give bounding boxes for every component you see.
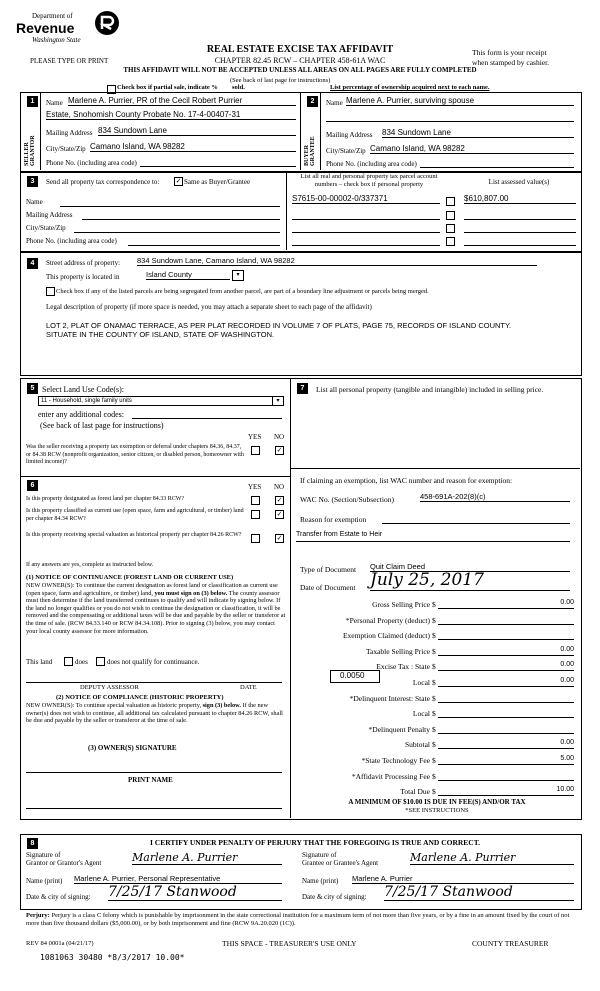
s4-street-label: Street address of property: [46,259,121,267]
calc-row-dollar: $ [432,787,436,797]
land-use-dropdown-icon[interactable]: ▾ [272,396,284,406]
calc-row-dollar: $ [432,724,436,734]
notice1-body [26,582,288,635]
forest-question: Is this property designated as forest land per chapter 84.33 RCW? [26,496,185,502]
calc-row-dollar: $ [432,600,436,609]
calc-row-label: Subtotal [404,740,430,750]
s1-mailing-label: Mailing Address [46,129,93,137]
calc-row-value[interactable]: 0.00 [438,599,574,609]
calc-row-dollar: $ [432,693,436,703]
calc-row-value[interactable] [438,724,574,734]
s2-mailing-label: Mailing Address [326,131,373,139]
section-2-number: 2 [307,96,318,107]
please-type: PLEASE TYPE OR PRINT [30,57,109,65]
notice2-body [26,702,288,725]
doc-type-label: Type of Document [300,565,357,574]
calc-row-dollar: $ [432,756,436,765]
current-use-no-checkbox[interactable]: ✓ [276,510,283,518]
receipt-line1: This form is your receipt [472,48,547,57]
treasurer-use: THIS SPACE - TREASURER'S USE ONLY [222,939,357,948]
wac-label: WAC No. (Section/Subsection) [300,495,394,504]
grantor-sig-label-a: Signature of [26,851,61,859]
historic-question: Is this property receiving special valuation as historical property per chapter 84.26 RCW? [26,532,242,538]
dept-line1: Department of [32,12,73,20]
dept-line3: Washington State [32,36,81,44]
exemption-question: Was the seller receiving a property tax exemption or deferral under chapters 84.36, 84.37, or 84.38 RCW (nonprofit organization, senior citizen, or disabled person, homeowner with limited income)? [26,444,244,465]
calc-row-dollar: $ [432,662,436,672]
seller-city-input[interactable]: Camano Island, WA 98282 [90,142,296,152]
section-3-number: 3 [27,176,38,187]
this-land-label: This land [26,658,53,666]
section-8-number: 8 [27,838,38,849]
notice2-title: (2) NOTICE OF COMPLIANCE (HISTORIC PROPERTY) [56,694,224,701]
perjury-label: Perjury: [26,912,50,919]
buyer-name-input[interactable]: Marlene A. Purrier, surviving spouse [346,96,574,106]
s1-city-label: City/State/Zip [46,145,86,153]
exemption-claim-label: If claiming an exemption, list WAC number and reason for exemption: [300,476,513,485]
print-name-label: PRINT NAME [128,776,173,784]
s2-city-label: City/State/Zip [326,147,366,155]
historic-yes-checkbox[interactable] [251,534,260,543]
calc-row-value[interactable] [438,630,574,640]
grantor-date-city[interactable]: 7/25/17 Stanwood [108,884,282,901]
calc-row-value[interactable] [438,771,574,781]
s3-mailing-label: Mailing Address [26,211,73,219]
calc-row-value[interactable]: 0.00 [438,661,574,671]
seller-name-input-2[interactable]: Estate, Snohomish County Probate No. 17-4-00407-31 [46,110,296,120]
s5-see-back: (See back of last page for instructions) [40,421,164,430]
calc-row-value[interactable] [438,615,574,625]
exemption-yes-checkbox[interactable] [251,446,260,455]
list-pct-label: List percentage of ownership acquired next to each name. [330,84,490,91]
calc-row-label: *Delinquent Penalty [368,724,430,734]
section-4-number: 4 [27,258,38,269]
wac-input[interactable]: 458-691A-202(8)(c) [420,492,570,502]
calc-row-label: *Personal Property (deduct) [345,615,430,625]
sold-label: sold. [232,84,245,91]
segregated-checkbox[interactable] [46,287,55,296]
current-use-question: Is this property classified as current use (open space, farm and agricultural, or timber) land per chapter 84.34 RCW? [26,508,244,522]
see-instructions: *SEE INSTRUCTIONS [405,807,469,814]
legal-desc-text[interactable]: LOT 2, PLAT OF ONAMAC TERRACE, AS PER PLAT RECORDED IN VOLUME 7 OF PLATS, PAGE 75, RECORDS OF ISLAND COUNTY. SITUATE IN THE COUNTY OF ISLAND, STATE OF WASHINGTON. [46,321,512,339]
calc-row-label: *State Technology Fee [361,756,430,765]
s3-city-label: City/State/Zip [26,224,66,232]
buyer-grantee-label: BUYER GRANTEE [304,136,316,166]
section-1-number: 1 [27,96,38,107]
personal-prop-checkbox-3[interactable] [446,224,455,233]
doc-type-input[interactable]: Quit Claim Deed [370,562,570,572]
s3-same-as-label: Same as Buyer/Grantee [184,178,251,186]
reason-label: Reason for exemption [300,515,367,524]
personal-prop-checkbox-2[interactable] [446,211,455,220]
seller-mailing-input[interactable]: 834 Sundown Lane [98,126,296,136]
s5-no: NO [274,433,285,441]
calc-row-value[interactable]: 5.00 [438,755,574,765]
grantee-date-city[interactable]: 7/25/17 Stanwood [384,884,574,901]
does-label: does [75,658,88,666]
assessed-input-1[interactable]: $610,807.00 [464,194,576,204]
county-dropdown-icon[interactable]: ▾ [232,270,244,281]
grantee-sig-label-a: Signature of [302,851,337,859]
calc-row-dollar: $ [432,678,436,687]
grantor-name-print[interactable]: Marlene A. Purrier, Personal Representative [74,874,282,884]
notice2-body-b: If the new owner(s) does not wish to continue, all additional tax calculated pursuant to chapter 84.26 RCW, shall be due and payable by the seller or transferor at the time of sale. [26,702,283,725]
doc-date-input[interactable]: July 25, 2017 [370,570,570,591]
grantor-name-print-label: Name (print) [26,877,63,885]
calc-row-value[interactable]: 0.00 [438,646,574,656]
calc-row-label: Total Due [400,787,430,797]
calc-row-dollar: $ [432,771,436,781]
personal-property-label: List all personal property (tangible and intangible) included in selling price. [316,385,544,394]
if-yes-label: If any answers are yes, complete as instructed below. [26,562,154,568]
same-as-buyer-checkbox[interactable]: ✓ [175,177,182,185]
current-use-yes-checkbox[interactable] [251,510,260,519]
calc-row-label: *Delinquent Interest: State [349,693,430,703]
seller-name-input[interactable]: Marlene A. Purrier, PR of the Cecil Robert Purrier [68,96,296,106]
s4-located-label: This property is located in [46,273,120,281]
grantee-name-print-label: Name (print) [302,877,339,885]
property-street-input[interactable]: 834 Sundown Lane, Camano Island, WA 98282 [137,256,537,266]
section-4-box [20,252,582,376]
minimum-due: A MINIMUM OF $10.00 IS DUE IN FEE(S) AND/OR TAX [348,798,526,806]
doc-date-label: Date of Document [300,583,356,592]
perjury-text: Perjury is a class C felony which is punishable by imprisonment in the state correctional institution for a maximum term of not more than five years, or by a fine in an amount fixed by the court of not more than five thousand dollars ($5,000.00), or by both imprisonment and fine (RCW 9A.20.020 (1C)). [26,912,570,927]
calc-row-dollar: $ [432,631,436,641]
section-6-number: 6 [27,480,38,491]
calc-row-value[interactable]: 10.00 [438,786,574,796]
segregated-text: Check box if any of the listed parcels are being segregated from another parcel, are part of a boundary line adjustment or parcels being merged. [56,288,429,295]
print-name-line[interactable] [26,808,282,809]
land-use-label: Select Land Use Code(s): [42,385,124,394]
county-select[interactable]: Island County [146,270,230,280]
grantor-agent-label: Grantor or Grantor's Agent [26,859,102,867]
deputy-assessor-label: DEPUTY ASSESSOR [80,684,139,691]
legal-desc-label: Legal description of property (if more space is needed, you may attach a separate sheet to each page of the affidavit) [46,303,372,311]
forest-yes-checkbox[interactable] [251,496,260,505]
calc-row-label: Local [412,709,430,719]
calc-row-value[interactable] [438,708,574,718]
s5-yes: YES [248,433,262,441]
calc-row-label: Gross Selling Price [372,600,430,609]
partial-sale-label: Check box if partial sale, indicate % [117,84,218,91]
personal-prop-checkbox-1[interactable] [446,197,455,206]
s2-name-label: Name [326,99,343,107]
s6-yes: YES [248,483,262,491]
s1-name-label: Name [46,99,63,107]
calc-row-dollar: $ [432,615,436,625]
revenue-logo [10,12,120,48]
notice1-bold: you must sign on (3) below. [154,589,228,597]
grantee-agent-label: Grantee or Grantee's Agent [302,859,379,867]
revenue-r-icon [94,10,120,36]
calc-row-dollar: $ [432,646,436,656]
form-chapter: CHAPTER 82.45 RCW – CHAPTER 458-61A WAC [214,56,386,65]
calc-row-dollar: $ [432,740,436,750]
notice1-title: (1) NOTICE OF CONTINUANCE (FOREST LAND OR CURRENT USE) [26,574,234,581]
grantee-signature[interactable]: Marlene A. Purrier [410,851,574,865]
does-checkbox[interactable] [64,657,73,666]
s3-name-label: Name [26,198,43,206]
receipt-line2: when stamped by cashier. [472,58,550,67]
calc-row-value[interactable]: 0.00 [438,739,574,749]
s1-phone-label: Phone No. (including area code) [46,159,137,167]
seller-grantor-label: SELLER GRANTOR [24,135,36,166]
s2-phone-label: Phone No. (including area code) [326,160,417,168]
forest-no-checkbox[interactable]: ✓ [276,496,283,504]
notice2-bold: sign (3) below. [202,702,241,709]
certify-text: I CERTIFY UNDER PENALTY OF PERJURY THAT THE FOREGOING IS TRUE AND CORRECT. [150,838,481,847]
s3-send-label: Send all property tax correspondence to: [46,178,160,186]
calc-row-label: Local [412,678,430,687]
calc-row-label: Exemption Claimed (deduct) [342,631,430,641]
local-rate-value[interactable]: 0.0050 [340,671,365,680]
notice2-body-a: NEW OWNER(S): To continue special valuation as historic property, [26,702,202,709]
perjury-notice [26,912,578,928]
assessed-header: List assessed value(s) [488,178,550,186]
deputy-date-label: DATE [240,684,257,691]
grantor-date-city-label: Date & city of signing: [26,893,91,901]
dept-line2: Revenue [16,20,75,36]
rev-number: REV 84 0001a (04/21/17) [26,940,94,947]
form-warning: THIS AFFIDAVIT WILL NOT BE ACCEPTED UNLESS ALL AREAS ON ALL PAGES ARE FULLY COMPLETED [123,66,477,74]
calc-row-dollar: $ [432,709,436,719]
section-7-number: 7 [297,383,308,394]
calc-row-label: Excise Tax : State [376,662,430,672]
calc-row-label: *Affidavit Processing Fee [351,771,430,781]
land-use-select[interactable]: 11 - Household, single family units [38,396,282,406]
see-back-header: (See back of last page for instructions) [230,77,331,84]
historic-no-checkbox[interactable]: ✓ [276,534,283,542]
notice1-body-a: NEW OWNER(S): To continue the current designation as forest land or classification as current use (open space, farm and agriculture, or timber) land, [26,582,278,597]
s6-no: NO [274,483,285,491]
personal-prop-checkbox-4[interactable] [446,237,455,246]
buyer-city-input[interactable]: Camano Island, WA 98282 [370,144,574,154]
recording-stamp: 1081063 30480 *8/3/2017 10.00* [40,953,185,962]
calc-row-value[interactable] [438,693,574,703]
reason-input[interactable]: Transfer from Estate to Heir [296,531,383,538]
grantor-signature[interactable]: Marlene A. Purrier [132,851,282,865]
additional-codes-label: enter any additional codes: [38,410,124,419]
calc-row-value[interactable]: 0.00 [438,677,574,687]
section-5-number: 5 [27,383,38,394]
calc-row-label: Taxable Selling Price [365,646,430,656]
notice1-body-b: The county assessor must then determine if the land transferred continues to qualify and will indicate by signing below. If the land no longer qualifies or you do not wish to continue the designation or classification, it will be removed and the compensating or additional taxes will be due and payable by the seller or transferor at the time of sale. (RCW 84.33.140 or RCW 84.34.108). Prior to signing (3) below, you may contact your local county assessor for more information. [26,589,286,635]
does-not-label: does not qualify for continuance. [107,658,200,666]
s3-phone-label: Phone No. (including area code) [26,237,117,245]
owner-signature-label: (3) OWNER(S) SIGNATURE [88,744,177,752]
grantee-name-print[interactable]: Marlene A. Purrier [352,874,574,884]
grantee-date-city-label: Date & city of signing: [302,893,367,901]
form-title: REAL ESTATE EXCISE TAX AFFIDAVIT [206,44,394,55]
buyer-mailing-input[interactable]: 834 Sundown Lane [382,128,574,138]
exemption-no-checkbox[interactable]: ✓ [276,446,283,454]
does-not-checkbox[interactable] [96,657,105,666]
owner-signature-line[interactable] [26,772,282,773]
county-treasurer: COUNTY TREASURER [472,939,549,948]
parcel-header: List all real and personal property tax parcel account numbers – check box if personal property [300,173,438,188]
parcel-input-1[interactable]: S7615-00-00002-0/337371 [292,194,440,204]
